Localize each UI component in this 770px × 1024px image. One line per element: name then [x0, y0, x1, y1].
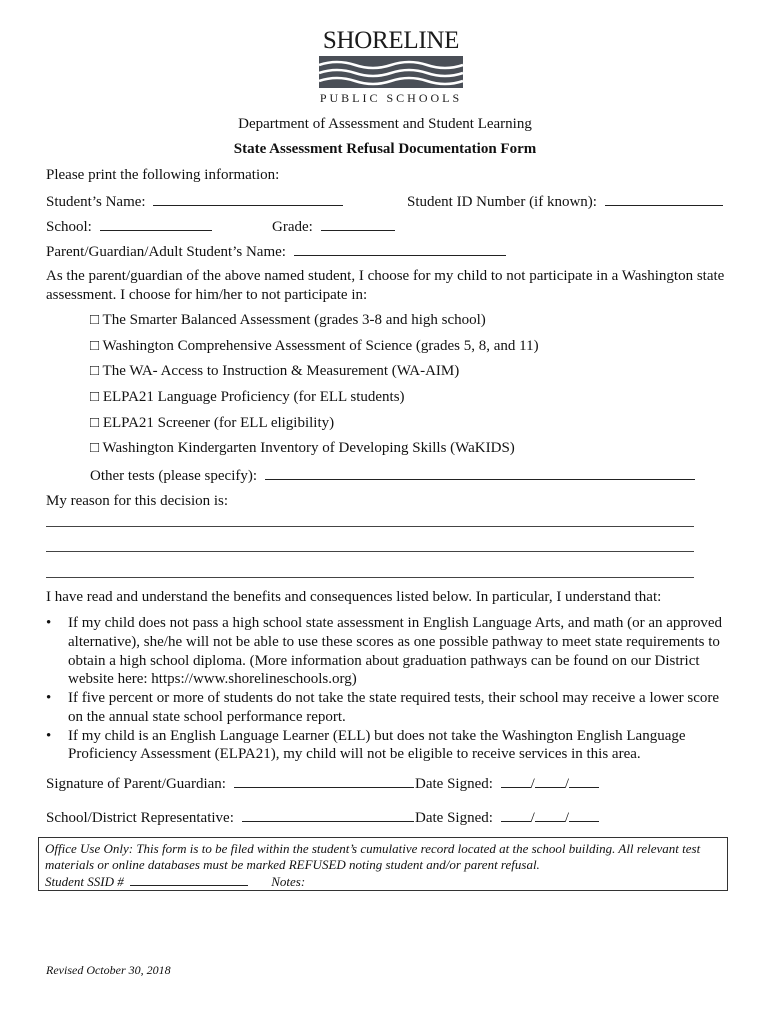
grade-row	[272, 216, 395, 237]
student-id-field[interactable]	[605, 191, 723, 206]
option-wcas[interactable]	[90, 337, 695, 363]
checkbox-icon[interactable]: □	[90, 389, 100, 406]
parent-name-field[interactable]	[294, 241, 506, 256]
department-name: Department of Assessment and Student Learning	[238, 116, 532, 132]
notes-label: Notes:	[271, 874, 306, 889]
list-item	[46, 614, 736, 689]
parent-name-label: Parent/Guardian/Adult Student’s Name:	[46, 244, 286, 260]
school-row	[46, 216, 212, 237]
date-day-field[interactable]	[535, 807, 565, 822]
representative-label: School/District Representative:	[46, 810, 234, 826]
representative-row	[46, 807, 414, 828]
parent-signature-row	[46, 773, 414, 794]
date-slash: /	[564, 810, 569, 826]
reason-line-1[interactable]	[46, 526, 694, 527]
date-slash: /	[530, 776, 535, 792]
consequences-list	[46, 614, 736, 764]
student-name-row	[46, 191, 343, 212]
other-tests-row	[90, 465, 695, 491]
checkbox-icon[interactable]: □	[90, 337, 100, 354]
signature-label: Signature of Parent/Guardian:	[46, 776, 226, 792]
student-id-row	[407, 191, 723, 212]
parent-signature-field[interactable]	[234, 773, 414, 788]
other-tests-field[interactable]	[265, 465, 695, 480]
bullet-icon: •	[46, 615, 52, 631]
option-elpa21-screener[interactable]	[90, 414, 695, 440]
option-label: ELPA21 Screener (for ELL eligibility)	[102, 414, 335, 431]
school-field[interactable]	[100, 216, 212, 231]
student-id-label: Student ID Number (if known):	[407, 194, 597, 210]
representative-signature-field[interactable]	[242, 807, 414, 822]
date-day-field[interactable]	[535, 773, 565, 788]
print-instruction: Please print the following information:	[46, 167, 280, 183]
school-label: School:	[46, 219, 92, 235]
refusal-statement: As the parent/guardian of the above named student, I choose for my child to not participate in a Washington state assessment. I choose for him/her to not participate in:	[46, 268, 725, 303]
office-ssid-row	[45, 873, 721, 890]
shoreline-logo	[316, 28, 466, 106]
checkbox-icon[interactable]: □	[90, 440, 100, 457]
option-label: ELPA21 Language Proficiency (for ELL students)	[102, 389, 405, 406]
bullet-icon: •	[46, 690, 52, 706]
office-use-box	[38, 837, 728, 891]
checkbox-icon[interactable]: □	[90, 414, 100, 431]
reason-line-3[interactable]	[46, 577, 694, 578]
ssid-label: Student SSID #	[45, 874, 124, 889]
bullet-icon: •	[46, 727, 52, 744]
option-wa-aim[interactable]	[90, 362, 695, 388]
logo-brand-text: SHORELINE	[322, 27, 460, 54]
checkbox-icon[interactable]: □	[90, 363, 100, 380]
date-signed-label: Date Signed:	[415, 776, 493, 792]
option-label: Washington Kindergarten Inventory of Developing Skills (WaKIDS)	[102, 440, 515, 457]
date-year-field[interactable]	[569, 807, 599, 822]
list-item	[46, 689, 736, 727]
representative-date-row	[415, 807, 599, 828]
consequence-text: If my child is an English Language Learner (ELL) but does not take the Washington English Language Proficiency Assessment (ELPA21), my child will not be eligible to receive services in this area.	[68, 727, 686, 763]
option-label: Washington Comprehensive Assessment of Science (grades 5, 8, and 11)	[102, 337, 539, 354]
date-month-field[interactable]	[501, 773, 531, 788]
office-use-text: Office Use Only: This form is to be filed within the student’s cumulative record located at the school building. All relevant test materials or online databases must be marked REFUSED noting student and/or parent refusal.	[45, 841, 701, 872]
list-item	[46, 727, 736, 765]
option-wakids[interactable]	[90, 439, 695, 465]
date-month-field[interactable]	[501, 807, 531, 822]
reason-label: My reason for this decision is:	[46, 493, 229, 509]
form-title: State Assessment Refusal Documentation Form	[233, 141, 537, 157]
option-elpa21-proficiency[interactable]	[90, 388, 695, 414]
consequence-text: If five percent or more of students do not take the state required tests, their school may receive a lower score on the annual state school performance report.	[68, 690, 720, 725]
logo-subtitle: PUBLIC SCHOOLS	[319, 91, 463, 105]
consequence-text: If my child does not pass a high school state assessment in English Language Arts, and math (or an approved alternative), she/he will not be able to use these scores as one possible pathway to meet state requirements to obtain a high school diploma. (More information about graduation pathways can be found on our District website here: https://www.shorelineschools.org)	[68, 615, 723, 688]
assessment-options	[90, 311, 695, 491]
date-slash: /	[564, 776, 569, 792]
date-year-field[interactable]	[569, 773, 599, 788]
reason-line-2[interactable]	[46, 551, 694, 552]
other-tests-label: Other tests (please specify):	[90, 468, 258, 485]
ssid-field[interactable]	[130, 873, 248, 886]
parent-name-row	[46, 241, 506, 262]
date-slash: /	[530, 810, 535, 826]
date-signed-label: Date Signed:	[415, 810, 493, 826]
grade-label: Grade:	[272, 219, 313, 235]
grade-field[interactable]	[321, 216, 395, 231]
option-label: The WA- Access to Instruction & Measurement (WA-AIM)	[102, 363, 460, 380]
option-smarter-balanced[interactable]	[90, 311, 695, 337]
student-name-field[interactable]	[153, 191, 343, 206]
checkbox-icon[interactable]: □	[90, 312, 100, 328]
option-label: The Smarter Balanced Assessment (grades 3-8 and high school)	[102, 312, 486, 328]
parent-date-row	[415, 773, 599, 794]
student-name-label: Student’s Name:	[46, 194, 146, 210]
understand-statement: I have read and understand the benefits and consequences listed below. In particular, I understand that:	[46, 589, 662, 605]
waves-logo-icon	[319, 56, 463, 88]
revised-date: Revised October 30, 2018	[46, 963, 171, 977]
